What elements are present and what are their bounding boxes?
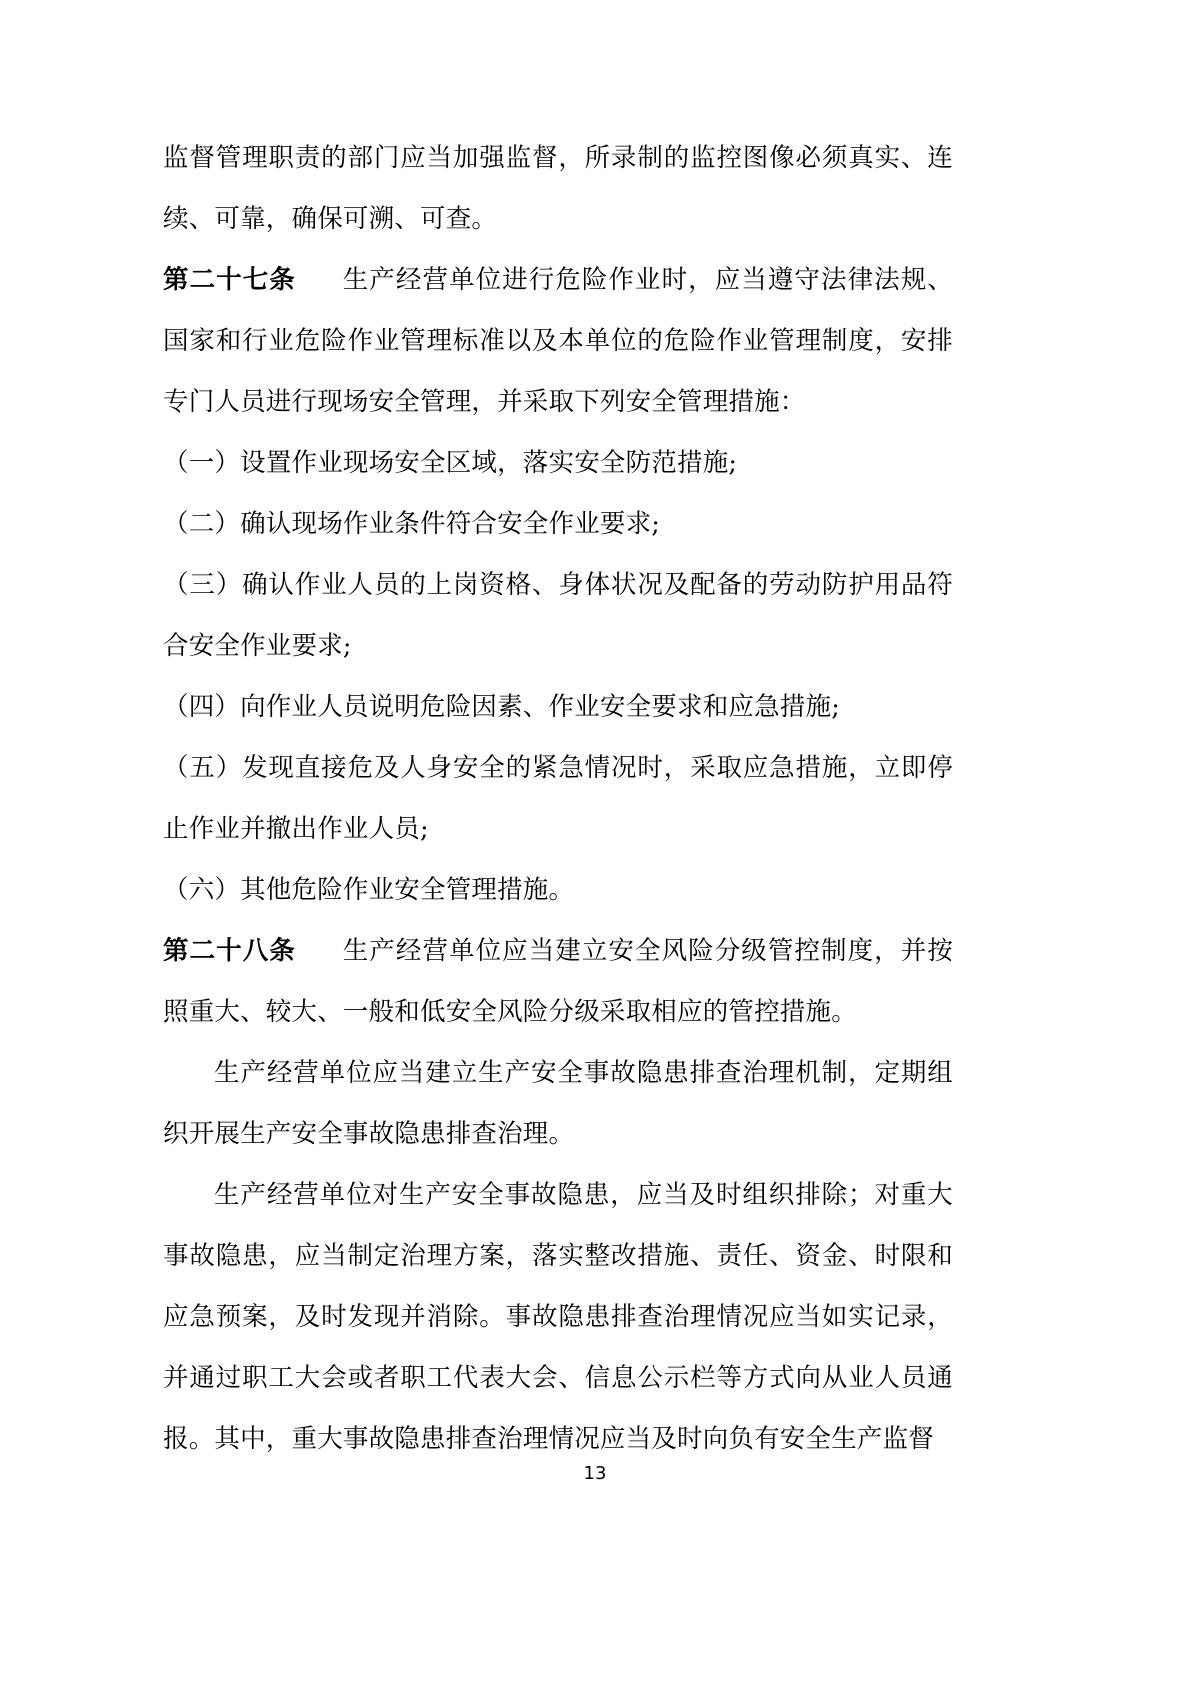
page-number: 13: [583, 1463, 607, 1484]
list-item: （一）设置作业现场安全区域，落实安全防范措施;: [163, 448, 738, 478]
article-27-text: 生产经营单位进行危险作业时，应当遵守法律法规、国家和行业危险作业管理标准以及本单位的危险作业管理制度，安排专门人员进行现场安全管理，并采取下列安全管理措施：: [163, 265, 953, 417]
list-item: （五）发现直接危及人身安全的紧急情况时，采取应急措施，立即停止作业并撤出作业人员;: [163, 753, 953, 844]
paragraph: 生产经营单位应当建立生产安全事故隐患排查治理机制，定期组织开展生产安全事故隐患排查治理。: [163, 1058, 953, 1149]
article-28: [163, 921, 953, 1043]
article-28-text: 生产经营单位应当建立安全风险分级管控制度，并按照重大、较大、一般和低安全风险分级采取相应的管控措施。: [163, 936, 953, 1027]
list-item: （二）确认现场作业条件符合安全作业要求;: [163, 509, 661, 539]
paragraph-continuation: 监督管理职责的部门应当加强监督，所录制的监控图像必须真实、连续、可靠，确保可溯、可查。: [163, 143, 953, 234]
list-item: （三）确认作业人员的上岗资格、身体状况及配备的劳动防护用品符合安全作业要求;: [163, 570, 953, 661]
article-28-label: 第二十八条: [163, 936, 296, 966]
list-item: （六）其他危险作业安全管理措施。: [163, 875, 575, 905]
page-body: [163, 128, 953, 1470]
article-27-label: 第二十七条: [163, 265, 296, 295]
article-27: [163, 250, 953, 433]
list-item: （四）向作业人员说明危险因素、作业安全要求和应急措施;: [163, 692, 840, 722]
paragraph: 生产经营单位对生产安全事故隐患，应当及时组织排除；对重大事故隐患，应当制定治理方案，落实整改措施、责任、资金、时限和应急预案，及时发现并消除。事故隐患排查治理情况应当如实记录，并通过职工大会或者职工代表大会、信息公示栏等方式向从业人员通报。其中，重大事故隐患排查治理情况应当及时向负有安全生产监督: [163, 1180, 953, 1454]
